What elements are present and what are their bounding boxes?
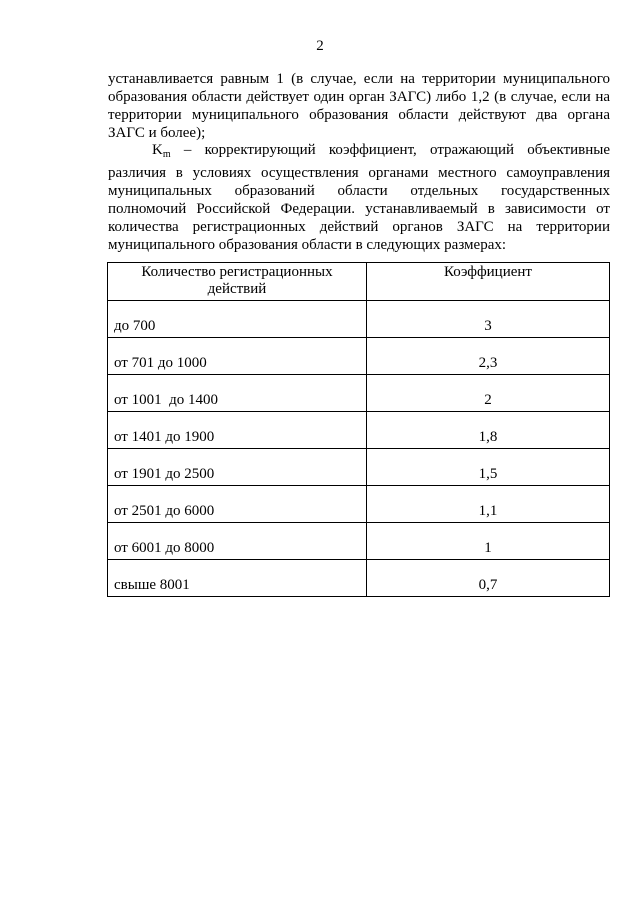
table-row bbox=[108, 560, 610, 597]
paragraph-base-coefficient: устанавливается равным 1 (в случае, если на территории муниципального образования области действует один орган ЗАГС) либо 1,2 (в случае, если на территории муниципального образования области действуют два органа ЗАГС и более); bbox=[108, 71, 610, 141]
table-row bbox=[108, 523, 610, 560]
table-header-row bbox=[108, 263, 610, 301]
row-coefficient-cell: 0,7 bbox=[367, 560, 610, 597]
row-coefficient-cell: 1 bbox=[367, 523, 610, 560]
row-count-cell: от 1901 до 2500 bbox=[108, 449, 367, 486]
coefficient-symbol-letter: K bbox=[152, 142, 163, 158]
page-number: 2 bbox=[316, 38, 324, 54]
header-coefficient: Коэффициент bbox=[367, 263, 610, 301]
row-count-cell: до 700 bbox=[108, 301, 367, 338]
table-row bbox=[108, 449, 610, 486]
table-row bbox=[108, 412, 610, 449]
table-row bbox=[108, 375, 610, 412]
table-row bbox=[108, 301, 610, 338]
coefficient-symbol-subscript: m bbox=[162, 149, 171, 160]
row-coefficient-cell: 1,1 bbox=[367, 486, 610, 523]
row-count-cell: свыше 8001 bbox=[108, 560, 367, 597]
header-registration-count: Количество регистрационных действий bbox=[108, 263, 367, 301]
row-coefficient-cell: 1,8 bbox=[367, 412, 610, 449]
row-count-cell: от 1401 до 1900 bbox=[108, 412, 367, 449]
coefficient-symbol bbox=[152, 142, 171, 158]
table-row bbox=[108, 486, 610, 523]
row-count-cell: от 6001 до 8000 bbox=[108, 523, 367, 560]
row-count-cell: от 1001 до 1400 bbox=[108, 375, 367, 412]
row-coefficient-cell: 1,5 bbox=[367, 449, 610, 486]
row-count-cell: от 701 до 1000 bbox=[108, 338, 367, 375]
row-coefficient-cell: 2,3 bbox=[367, 338, 610, 375]
row-count-cell: от 2501 до 6000 bbox=[108, 486, 367, 523]
table-row bbox=[108, 338, 610, 375]
row-coefficient-cell: 2 bbox=[367, 375, 610, 412]
coefficient-table bbox=[107, 262, 610, 597]
coefficient-description: – корректирующий коэффициент, отражающий объективные различия в условиях осуществления органами местного самоуправления муниципальных образований области отдельных государственных полномочий Российской Федерации. устанавливаемый в зависимости от количества регистрационных действий органов ЗАГС на территории муниципального образования области в следующих размерах: bbox=[108, 142, 610, 253]
row-coefficient-cell: 3 bbox=[367, 301, 610, 338]
paragraph-correction-coefficient bbox=[108, 141, 610, 254]
